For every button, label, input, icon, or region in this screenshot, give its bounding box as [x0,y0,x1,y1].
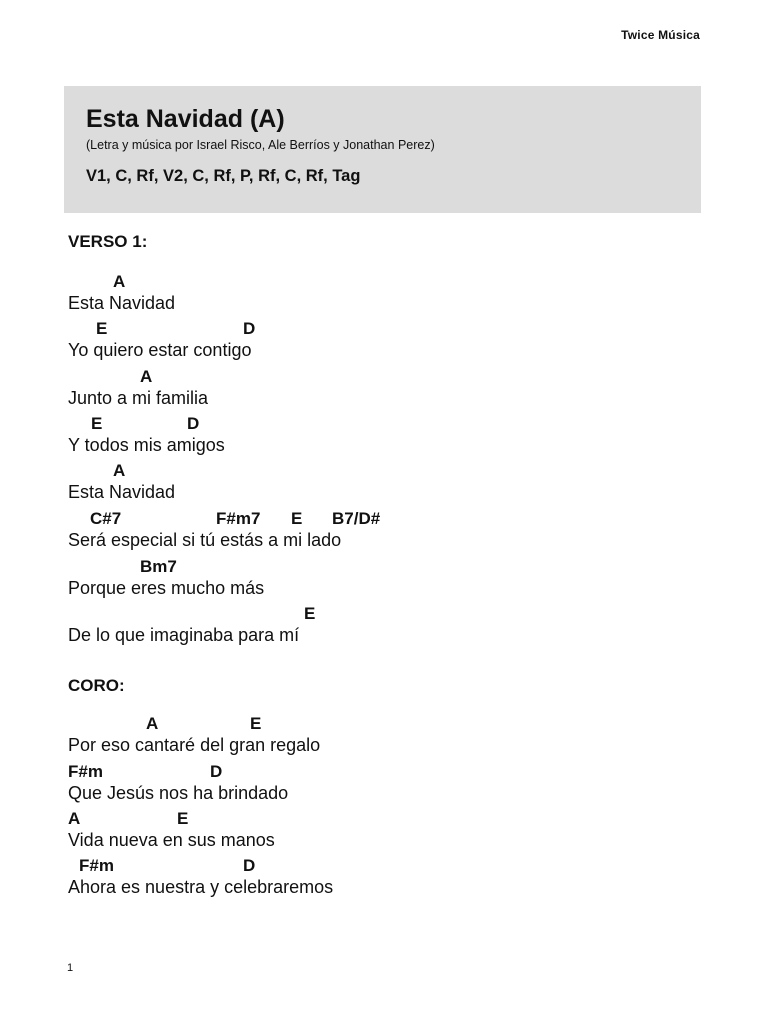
chord: F#m [68,762,103,781]
verse1-line [68,509,708,550]
chord: D [187,414,200,433]
chord: Bm7 [140,557,177,576]
chord: A [68,809,81,828]
lyric: Y todos mis amigos [68,435,225,455]
song-credits: (Letra y música por Israel Risco, Ale Berríos y Jonathan Perez) [86,138,435,152]
verse1-line [68,367,708,408]
song-title-box [64,86,701,213]
chord: E [91,414,103,433]
lyric: Porque eres mucho más [68,578,265,598]
song-title: Esta Navidad (A) [86,105,285,133]
chord: A [140,367,153,386]
verse1-line [68,272,708,313]
chorus-title: CORO: [68,676,125,695]
page-number: 1 [67,962,74,974]
verse1-line [68,414,708,455]
lyric: Será especial si tú estás a mi lado [68,530,342,550]
chord: D [243,856,256,875]
chord: C#7 [90,509,122,528]
lyric: Por eso cantaré del gran regalo [68,735,321,755]
chord: E [177,809,189,828]
lyric: Yo quiero estar contigo [68,340,252,360]
song-structure: V1, C, Rf, V2, C, Rf, P, Rf, C, Rf, Tag [86,167,361,185]
header-brand: Twice Música [621,28,700,42]
chord: F#m [79,856,114,875]
lyric: Que Jesús nos ha brindado [68,783,289,803]
verse1-line [68,604,708,645]
verse1-title: VERSO 1: [68,232,148,251]
chorus-line [68,762,708,803]
chord: D [210,762,223,781]
chord: A [113,461,126,480]
chord: F#m7 [216,509,261,528]
lyric: Esta Navidad [68,293,176,313]
chorus-line [68,714,708,755]
chorus-line [68,809,708,850]
chord: A [113,272,126,291]
chord: E [304,604,316,623]
lyric: Ahora es nuestra y celebraremos [68,877,334,897]
lyric: Junto a mi familia [68,388,209,408]
verse1-line [68,319,708,360]
lyric: De lo que imaginaba para mí [68,625,300,645]
chord: B7/D# [332,509,381,528]
chorus-line [68,856,708,897]
chord: E [291,509,303,528]
verse1-line [68,461,708,502]
chord: D [243,319,256,338]
lyric: Vida nueva en sus manos [68,830,275,850]
chord: E [250,714,262,733]
chord: A [146,714,159,733]
chord: E [96,319,108,338]
verse1-line [68,557,708,598]
lyric: Esta Navidad [68,482,176,502]
